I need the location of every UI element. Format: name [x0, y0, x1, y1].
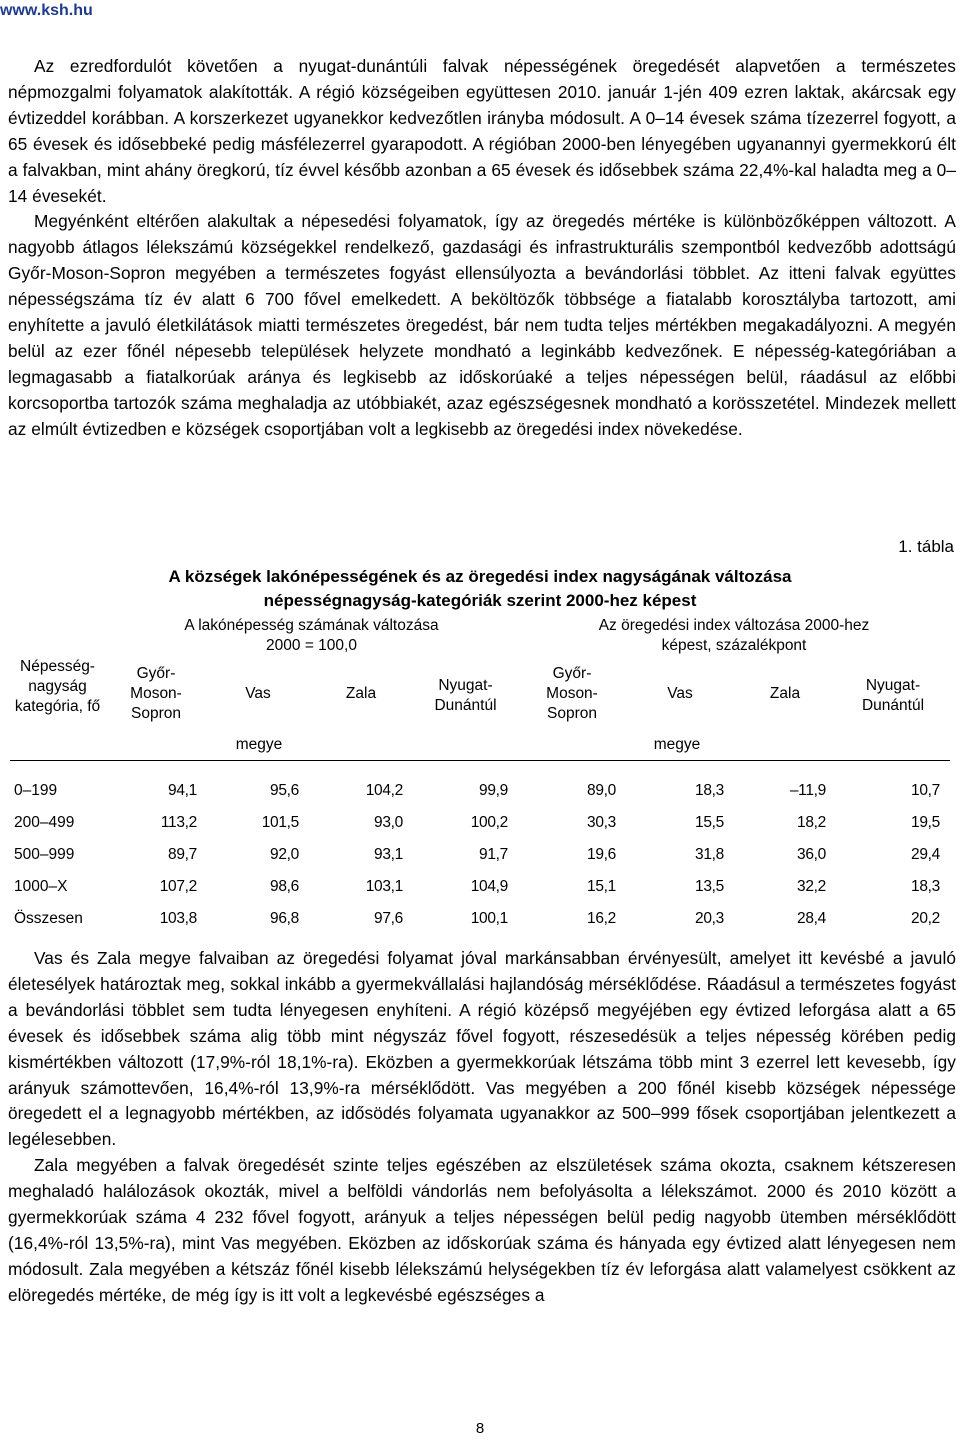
table-cell: 13,5 [695, 878, 724, 895]
table-cell: 18,3 [911, 878, 940, 895]
site-url-link[interactable]: www.ksh.hu [0, 2, 93, 19]
table-row [10, 839, 950, 871]
table-cell: 19,5 [911, 814, 940, 831]
table-row [10, 807, 950, 839]
table-cell: 29,4 [911, 846, 940, 863]
table-cell: 31,8 [695, 846, 724, 863]
col-header-megye: megye [653, 736, 701, 753]
table-cell: 16,2 [587, 910, 616, 927]
table-label: 1. tábla [898, 537, 954, 556]
table-cell: 100,2 [470, 814, 508, 831]
table-cell: 97,6 [374, 910, 403, 927]
intro-text [8, 54, 956, 443]
table-cell: 32,2 [797, 878, 826, 895]
table-cell: 94,1 [168, 782, 197, 799]
table-cell: 19,6 [587, 846, 616, 863]
table-cell: 104,2 [365, 782, 403, 799]
row-category: 200–499 [14, 814, 75, 831]
table-cell: 104,9 [470, 878, 508, 895]
table-cell: 18,2 [797, 814, 826, 831]
table-cell: 18,3 [695, 782, 724, 799]
table-title-line: A községek lakónépességének és az öregedési index nagyságának változása [168, 567, 792, 586]
col-header-gyms: Győr- Moson- Sopron [546, 665, 598, 722]
col-header-nyd: Nyugat- Dunántúl [434, 677, 497, 714]
table-title-line: népességnagyság-kategóriák szerint 2000-hez képest [263, 591, 697, 610]
paragraph: Vas és Zala megye falvaiban az öregedési folyamat jóval markánsabban érvényesült, amelyet itt kevésbé a javuló életesélyek határoztak meg, sokkal inkább a gyermekvállalási hajlandóság mérséklődése. Ráadásul a természetes fogyást a bevándorlási többlet sem tudta lényegesen enyhíteni. A régió középső megyéjében egy évtized leforgása alatt a 65 évesek és idősebbek száma alig több mint négyszáz fővel fogyott, részesedésük a teljes népesség körében pedig kismértékben változott (17,9%-ról 18,1%-ra). Eközben a gyermekkorúak létszáma több mint 3 ezerrel lett kevesebb, így arányuk számottevően, 16,4%-ról 13,9%-ra mérséklődött. Vas megyében a 200 főnél kisebb községek népessége öregedett el a legnagyobb mértékben, az idősödés folyamata ugyanakkor az 500–999 fősek csoportjában jelentkezett a legélesebben. [8, 948, 956, 1150]
paragraph: Megyénként eltérően alakultak a népesedési folyamatok, így az öregedés mértéke is különbözőképpen változott. A nagyobb átlagos lélekszámú községekkel rendelkező, gazdasági és infrastrukturális szempontból kedvezőbb adottságú Győr-Moson-Sopron megyében a természetes fogyást ellensúlyozta a bevándorlási többlet. Az itteni falvak együttes népességszáma tíz év alatt 6 700 fővel emelkedett. A beköltözők többsége a fiatalabb korosztályba tartozott, ami enyhítette a javuló életkilátások miatti természetes öregedést, bár nem tudta teljes mértékben megakadályozni. A megyén belül az ezer főnél népesebb települések helyzete mondható a leginkább kedvezőnek. E népesség-kategóriában a legmagasabb a fiatalkorúak aránya és legkisebb az időskorúaké a teljes népességen belül, ráadásul az előbbi korcsoportba tartozók száma meghaladja az utóbbiakét, azaz egészségesnek mondható a korösszetétel. Mindezek mellett az elmúlt évtizedben e községek csoportjában volt a legkisebb az öregedési index növekedése. [8, 211, 956, 439]
data-table [10, 614, 950, 935]
analysis-text [8, 946, 956, 1309]
table-cell: 15,5 [695, 814, 724, 831]
col-header-category: Népesség- nagyság kategória, fő [14, 658, 101, 715]
table-cell: 28,4 [797, 910, 826, 927]
row-category: 500–999 [14, 846, 75, 863]
table-cell: 103,8 [159, 910, 197, 927]
col-header-zala: Zala [769, 685, 801, 702]
table-cell: 99,9 [479, 782, 508, 799]
group-header-aging-index: Az öregedési index változása 2000-hez képest, százalékpont [598, 617, 870, 654]
row-category: 0–199 [14, 782, 58, 799]
table-cell: 91,7 [479, 846, 508, 863]
table-cell: 89,7 [168, 846, 197, 863]
table-cell: 20,3 [695, 910, 724, 927]
col-header-vas: Vas [667, 685, 693, 702]
table-cell: 36,0 [797, 846, 826, 863]
table-row [10, 903, 950, 935]
table-cell: 98,6 [270, 878, 299, 895]
table-cell: 93,0 [374, 814, 403, 831]
table-row [10, 871, 950, 903]
col-header-megye: megye [235, 736, 283, 753]
table-cell: 30,3 [587, 814, 616, 831]
table-cell: 100,1 [470, 910, 508, 927]
table-cell: 20,2 [911, 910, 940, 927]
table-row [10, 761, 950, 808]
group-header-population: A lakónépesség számának változása 2000 = 100,0 [184, 617, 439, 654]
table-cell: 95,6 [270, 782, 299, 799]
table-cell: 10,7 [911, 782, 940, 799]
table-cell: 113,2 [160, 814, 197, 831]
table-title [80, 565, 880, 613]
table-cell: 96,8 [270, 910, 299, 927]
paragraph: Az ezredfordulót követően a nyugat-dunántúli falvak népességének öregedését alapvetően a természetes népmozgalmi folyamatok alakították. A régió községeiben együttesen 2010. január 1-jén 409 ezren laktak, akárcsak egy évtizeddel korábban. A korszerkezet ugyanekkor kedvezőtlen irányba módosult. A 0–14 évesek száma tízezerrel fogyott, a 65 évesek és idősebbeké pedig másfélezerrel gyarapodott. A régióban 2000-ben lényegében ugyanannyi gyermekkorú élt a falvakban, mint ahány öregkorú, tíz évvel később azonban a 65 évesek és idősebbek száma 22,4%-kal haladta meg a 0–14 évesekét. [8, 56, 956, 206]
page-number: 8 [475, 1420, 485, 1437]
table-cell: 103,1 [365, 878, 403, 895]
table-cell: 93,1 [374, 846, 403, 863]
row-category: 1000–X [14, 878, 68, 895]
table-cell: 92,0 [270, 846, 299, 863]
paragraph: Zala megyében a falvak öregedését szinte teljes egészében az elszületések száma okozta, csaknem kétszeresen meghaladó halálozások okozták, mivel a belföldi vándorlás nem befolyásolta a lélekszámot. 2000 és 2010 között a gyermekkorúak száma 4 232 fővel fogyott, arányuk a teljes népességen belül pedig nagyobb ütemben mérséklődött (16,4%-ról 13,5%-ra), mint Vas megyében. Eközben az időskorúak száma és hányada egy évtized alatt lényegesen nem módosult. Zala megyében a kétszáz főnél kisebb lélekszámú helységekben tíz év leforgása alatt valamelyest csökkent az elöregedés mértéke, de még így is itt volt a legkevésbé egészséges a [8, 1155, 956, 1305]
col-header-gyms: Győr- Moson- Sopron [130, 665, 182, 722]
row-category: Összesen [14, 910, 83, 927]
col-header-zala: Zala [345, 685, 377, 702]
table-cell: 15,1 [587, 878, 616, 895]
table-cell: 89,0 [587, 782, 616, 799]
col-header-nyd: Nyugat- Dunántúl [861, 677, 925, 714]
table-cell: 107,2 [159, 878, 197, 895]
table-cell: 101,5 [261, 814, 299, 831]
table-cell: –11,9 [789, 782, 826, 799]
col-header-vas: Vas [245, 685, 271, 702]
